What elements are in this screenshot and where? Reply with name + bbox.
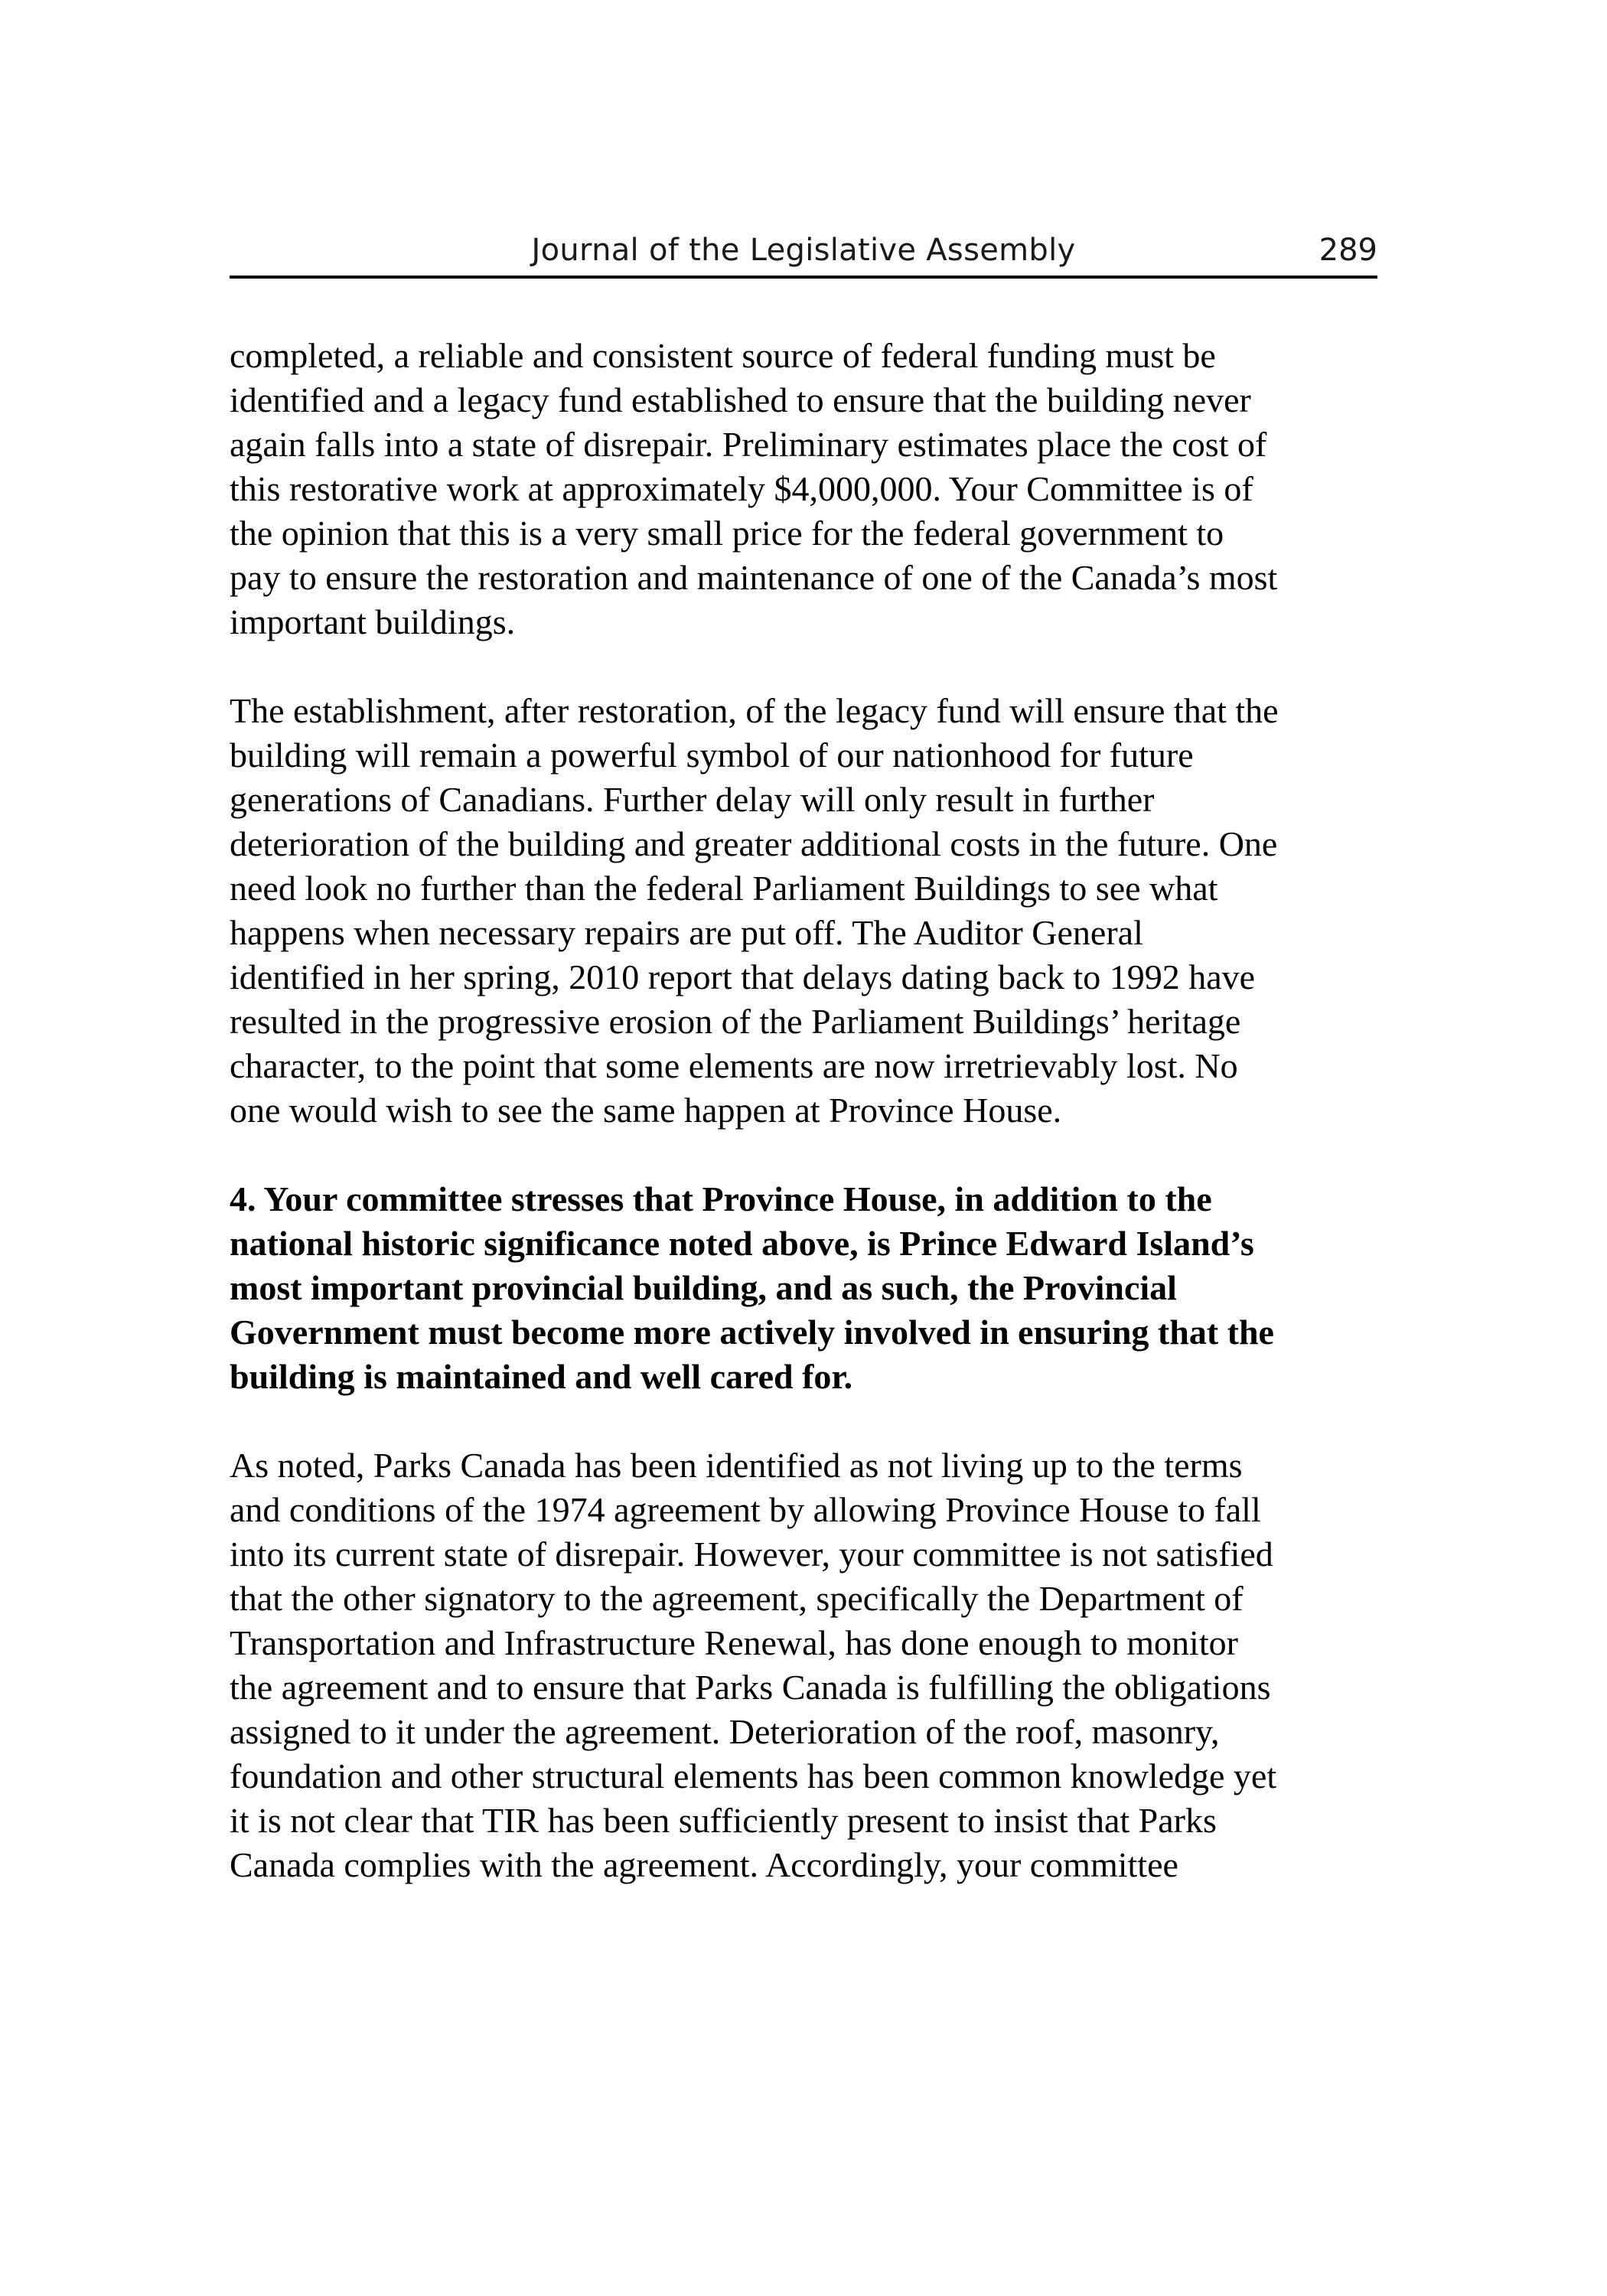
paragraph-parks-canada: As noted, Parks Canada has been identified as not living up to the terms and conditions of the 1974 agreement by allowing Province House to fall into its current state of disrepair. However, your committee is not satisfied that the other signatory to the agreement, specifically the Department of Transportation and Infrastructure Renewal, has done enough to monitor the agreement and to ensure that Parks Canada is fulfilling the obligations assigned to it under the agreement. Deterioration of the roof, masonry, foundation and other structural elements has been common knowledge yet it is not clear that TIR has been sufficiently present to insist that Parks Canada complies with the agreement. Accordingly, your committee: [230, 1446, 1277, 1884]
paragraph-funding: completed, a reliable and consistent source of federal funding must be identified and a legacy fund established to ensure that the building never again falls into a state of disrepair. Preliminary estimates place the cost of this restorative work at approximately $4,000,000. Your Committee is of the opinion that this is a very small price for the federal government to pay to ensure the restoration and maintenance of one of the Canada’s most important buildings.: [230, 336, 1278, 641]
body-text: [230, 334, 1377, 1932]
paragraph-legacy-fund: The establishment, after restoration, of the legacy fund will ensure that the building will remain a powerful symbol of our nationhood for future generations of Canadians. Further delay will only result in further deterioration of the building and greater additional costs in the future. One need look no further than the federal Parliament Buildings to see what happens when necessary repairs are put off. The Auditor General identified in her spring, 2010 report that delays dating back to 1992 have resulted in the progressive erosion of the Parliament Buildings’ heritage character, to the point that some elements are now irretrievably lost. No one would wish to see the same happen at Province House.: [230, 691, 1279, 1130]
running-header: [230, 230, 1377, 276]
journal-title: Journal of the Legislative Assembly: [531, 233, 1076, 268]
recommendation-4: 4. Your committee stresses that Province House, in addition to the national historic significance noted above, is Prince Edward Island’s most important provincial building, and as such, the Provincial Government must become more actively involved in ensuring that the building is maintained and well cared for.: [230, 1179, 1274, 1396]
header-rule: [230, 276, 1377, 279]
page-number: 289: [1319, 233, 1377, 268]
